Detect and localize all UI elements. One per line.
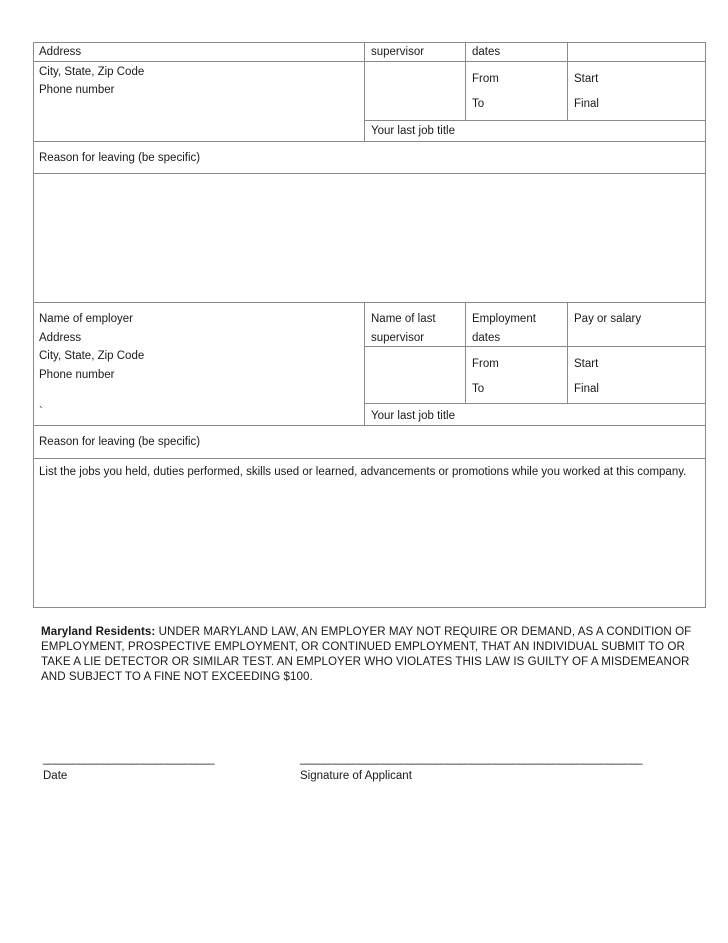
notice-heading: Maryland Residents: bbox=[41, 625, 156, 638]
reason-for-leaving-label: Reason for leaving (be specific) bbox=[39, 152, 201, 164]
grid-line bbox=[465, 42, 466, 120]
start-label: Start bbox=[574, 358, 599, 370]
grid-line bbox=[364, 42, 365, 141]
duties-description-label: List the jobs you held, duties performed, skills used or learned, advancements or promotions while you worked at this company. bbox=[39, 466, 687, 478]
grid-line bbox=[465, 302, 466, 403]
employment-dates-label-line2: dates bbox=[472, 332, 501, 344]
from-label: From bbox=[472, 73, 499, 85]
city-state-zip-label: City, State, Zip Code bbox=[39, 66, 145, 78]
grid-line bbox=[33, 141, 705, 142]
phone-number-label: Phone number bbox=[39, 369, 115, 381]
dates-label: dates bbox=[472, 46, 501, 58]
employment-dates-label: Employment bbox=[472, 313, 536, 325]
last-supervisor-label: Name of last bbox=[371, 313, 436, 325]
grid-line bbox=[567, 42, 568, 120]
to-label: To bbox=[472, 383, 485, 395]
grid-line bbox=[364, 346, 705, 347]
grid-line bbox=[567, 302, 568, 403]
grid-line bbox=[364, 120, 705, 121]
grid-line bbox=[364, 403, 705, 404]
date-signature-line[interactable]: _____________________________ bbox=[43, 753, 214, 765]
grid-line bbox=[705, 42, 706, 608]
grid-line bbox=[33, 425, 705, 426]
grid-line bbox=[33, 61, 705, 62]
notice-body: UNDER MARYLAND LAW, AN EMPLOYER MAY NOT REQUIRE OR DEMAND, AS A CONDITION OF EMPLOYMENT, PROSPECTIVE EMPLOYMENT, OR CONTINUED EMPLOYMENT, THAT AN INDIVIDUAL SUBMIT TO OR TAKE A LIE DETECTOR OR SIMILAR TEST. AN EMPLOYER WHO VIOLATES THIS LAW IS GUILTY OF A MISDEMEANOR AND SUBJECT TO A FINE NOT EXCEEDING $100. bbox=[41, 625, 692, 683]
start-label: Start bbox=[574, 73, 599, 85]
to-label: To bbox=[472, 98, 485, 110]
supervisor-label: supervisor bbox=[371, 46, 425, 58]
final-label: Final bbox=[574, 383, 599, 395]
last-job-title-label: Your last job title bbox=[371, 125, 455, 137]
grid-line bbox=[33, 607, 706, 608]
maryland-lie-detector-notice bbox=[41, 624, 696, 684]
final-label: Final bbox=[574, 98, 599, 110]
stray-mark: ` bbox=[39, 406, 43, 418]
from-label: From bbox=[472, 358, 499, 370]
address-label: Address bbox=[39, 332, 82, 344]
reason-for-leaving-label: Reason for leaving (be specific) bbox=[39, 436, 201, 448]
pay-or-salary-label: Pay or salary bbox=[574, 313, 642, 325]
grid-line bbox=[364, 302, 365, 425]
reason-for-leaving-field[interactable] bbox=[34, 174, 705, 302]
last-supervisor-label-line2: supervisor bbox=[371, 332, 425, 344]
last-job-title-label: Your last job title bbox=[371, 410, 455, 422]
date-label: Date bbox=[43, 770, 68, 782]
city-state-zip-label: City, State, Zip Code bbox=[39, 350, 145, 362]
address-label: Address bbox=[39, 46, 82, 58]
duties-field[interactable] bbox=[34, 500, 705, 606]
applicant-signature-line[interactable]: __________________________________________________________ bbox=[300, 753, 642, 765]
employer-name-label: Name of employer bbox=[39, 313, 133, 325]
grid-line bbox=[33, 458, 705, 459]
grid-line bbox=[33, 302, 705, 303]
phone-number-label: Phone number bbox=[39, 84, 115, 96]
grid-line bbox=[33, 42, 705, 43]
signature-of-applicant-label: Signature of Applicant bbox=[300, 770, 412, 782]
